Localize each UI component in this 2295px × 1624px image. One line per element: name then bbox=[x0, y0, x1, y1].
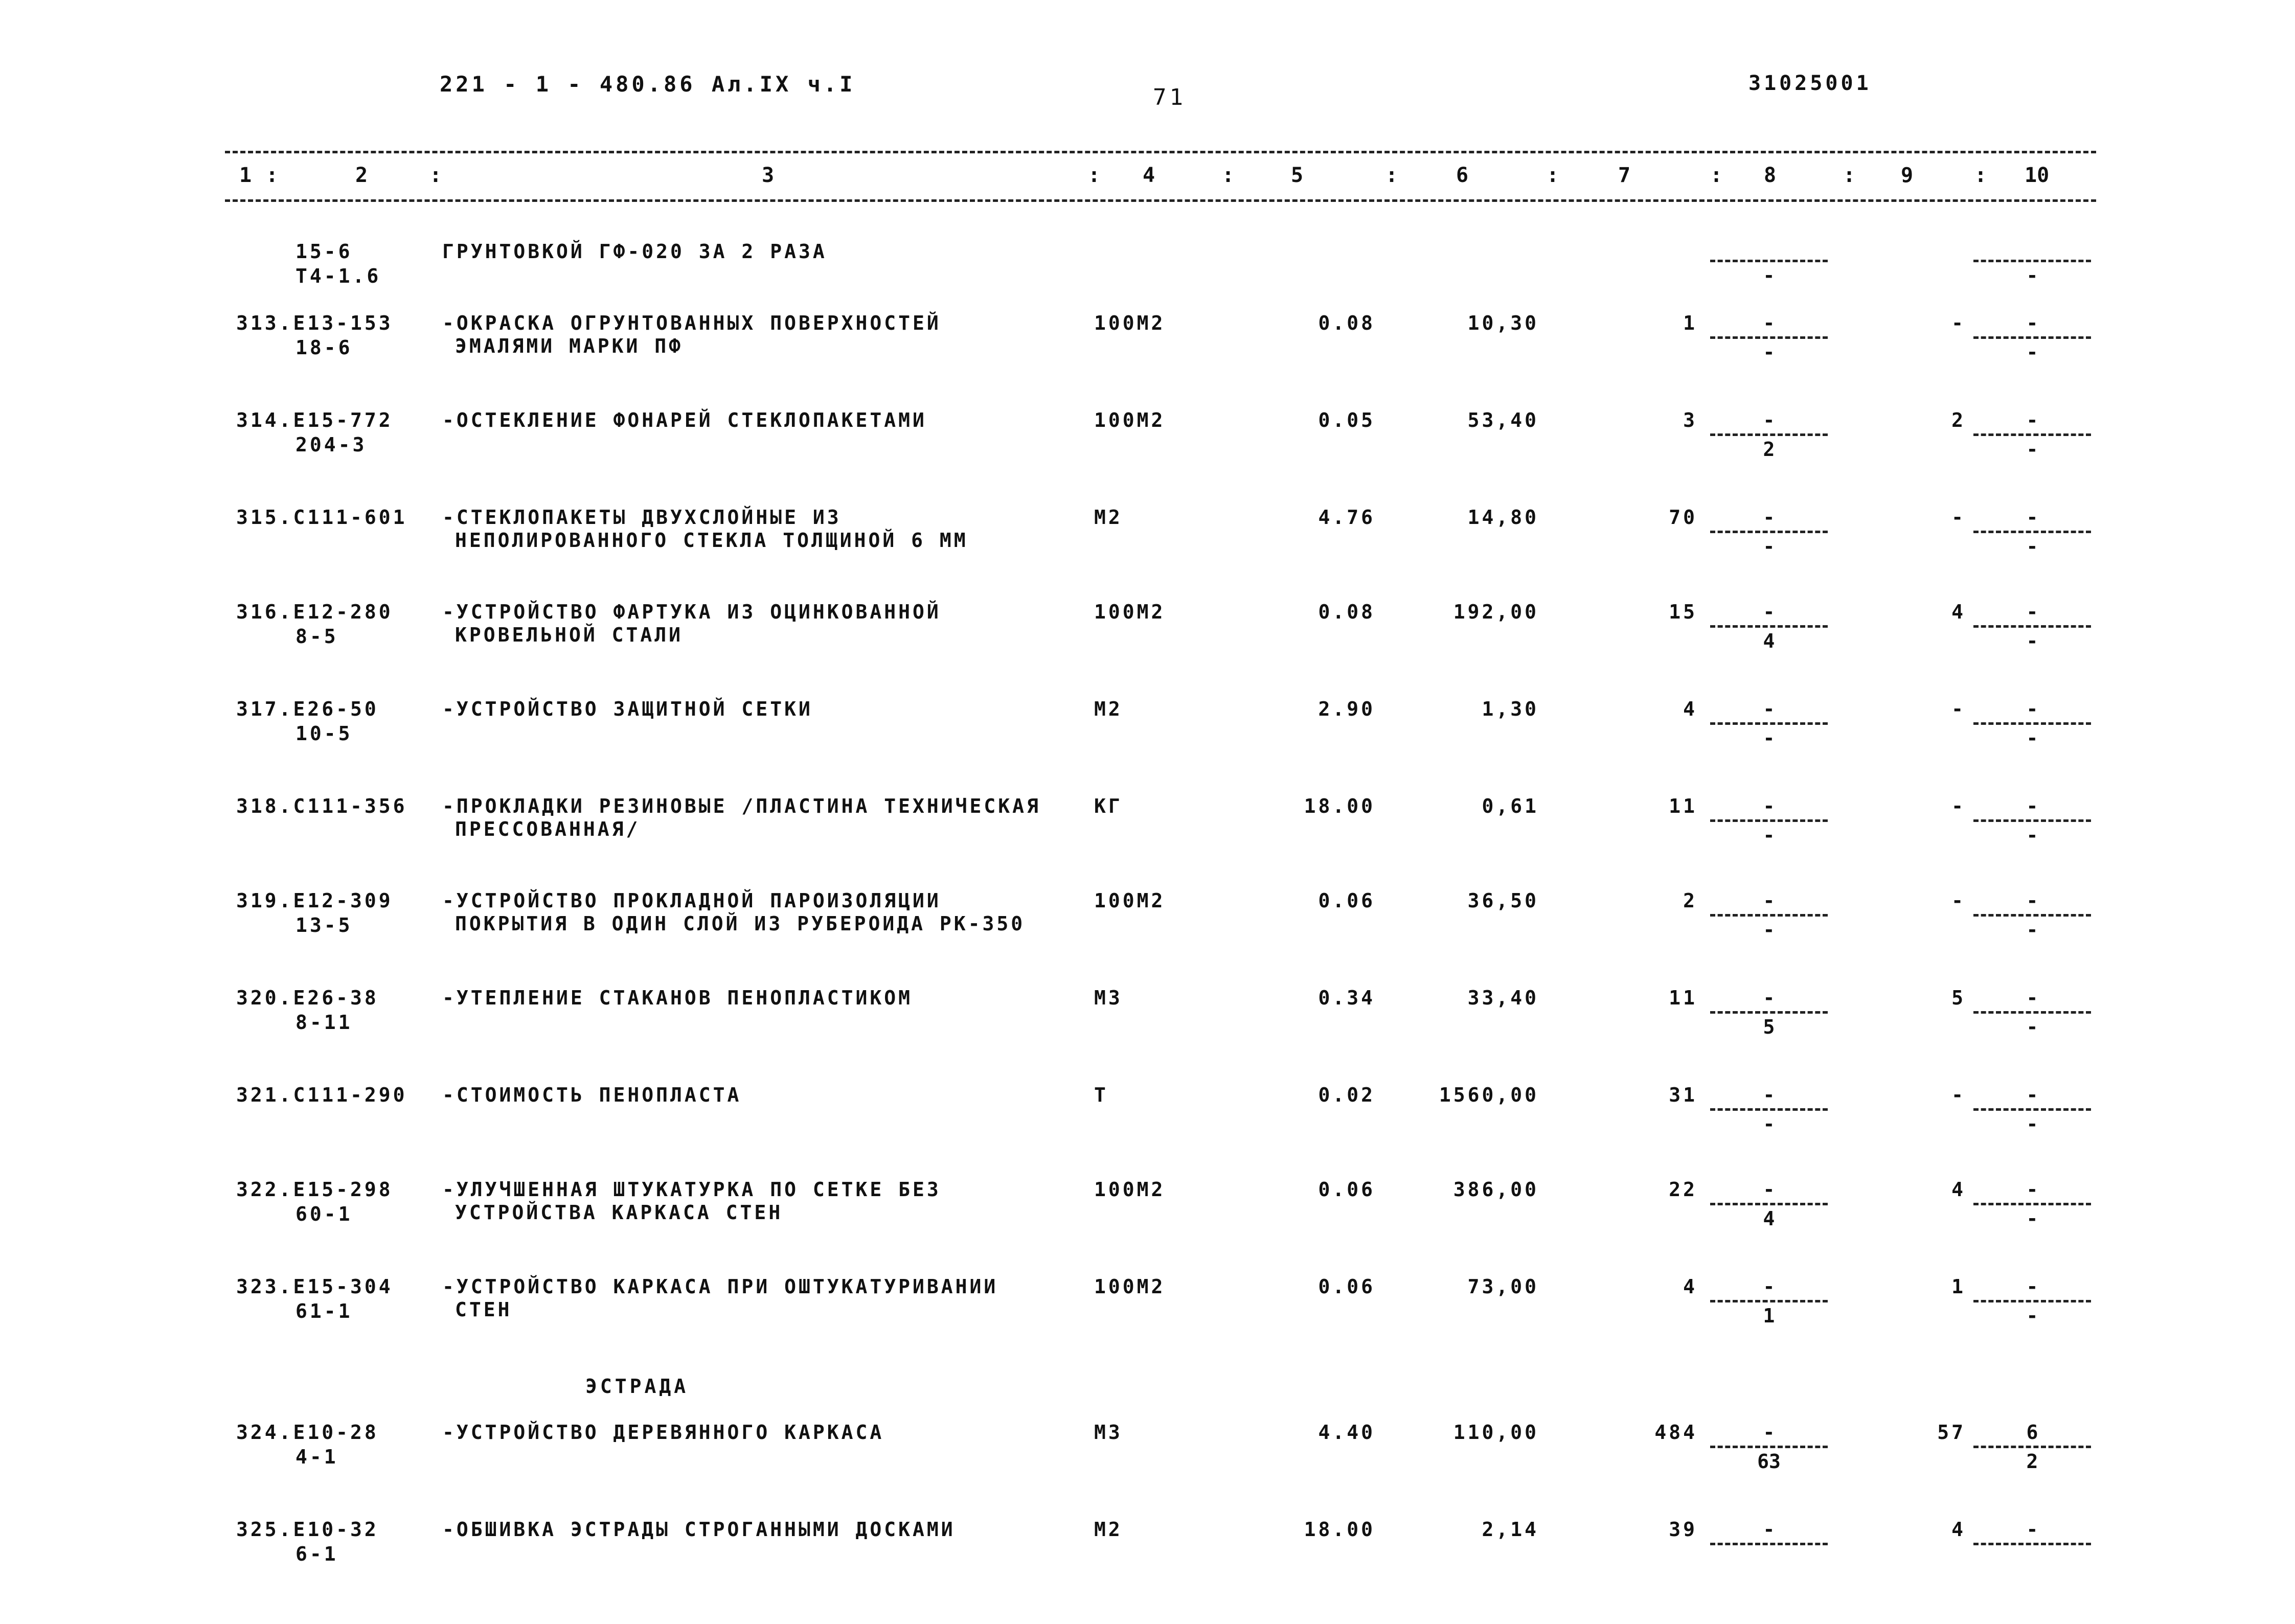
column-separator: : bbox=[1088, 164, 1101, 187]
column-separator: : bbox=[1974, 164, 1987, 187]
work-description-continued: ПОКРЫТИЯ В ОДИН СЛОЙ ИЗ РУБЕРОИДА РК-350 bbox=[455, 912, 1026, 935]
column-header-5: 5 bbox=[1291, 164, 1304, 187]
fraction-numerator: - bbox=[1763, 1084, 1775, 1106]
norm-code: 10-5 bbox=[296, 722, 353, 745]
fraction-denominator: - bbox=[2026, 438, 2038, 461]
column-header-3: 3 bbox=[762, 164, 775, 187]
column-8-fraction bbox=[1710, 601, 1828, 652]
column-separator: : bbox=[1843, 164, 1856, 187]
resource-code: 314.Е15-772 bbox=[236, 409, 393, 431]
quantity: 0.08 bbox=[1318, 312, 1375, 334]
fraction-denominator: - bbox=[2026, 1207, 2038, 1230]
column-8-fraction bbox=[1710, 698, 1828, 749]
unit-of-measure: Т bbox=[1094, 1084, 1108, 1106]
column-8-fraction bbox=[1710, 235, 1828, 287]
total-cost: 31 bbox=[1669, 1084, 1697, 1106]
quantity: 0.02 bbox=[1318, 1084, 1375, 1106]
column-10-fraction bbox=[1973, 987, 2091, 1038]
norm-code: 61-1 bbox=[296, 1300, 353, 1322]
column-header-7: 7 bbox=[1618, 164, 1631, 187]
quantity: 18.00 bbox=[1304, 1518, 1375, 1541]
column-8-fraction bbox=[1710, 1084, 1828, 1135]
fraction-denominator bbox=[1973, 1547, 2091, 1570]
column-10-fraction bbox=[1973, 506, 2091, 558]
column-10-fraction bbox=[1973, 1518, 2091, 1570]
total-cost: 2 bbox=[1683, 889, 1697, 912]
fraction-denominator: 1 bbox=[1763, 1305, 1775, 1327]
work-description: -ОСТЕКЛЕНИЕ ФОНАРЕЙ СТЕКЛОПАКЕТАМИ bbox=[442, 409, 927, 431]
fraction-denominator: - bbox=[1763, 727, 1775, 749]
column-separator: : bbox=[429, 164, 442, 187]
norm-code: 8-5 bbox=[296, 625, 338, 648]
unit-of-measure: М3 bbox=[1094, 1421, 1123, 1444]
column-8-fraction bbox=[1710, 409, 1828, 461]
column-9-value: - bbox=[1951, 795, 1966, 817]
quantity: 0.06 bbox=[1318, 1178, 1375, 1201]
unit-price: 110,00 bbox=[1453, 1421, 1539, 1444]
fraction-rule bbox=[1973, 260, 2091, 262]
fraction-denominator: - bbox=[2026, 919, 2038, 941]
norm-code: 15-6 bbox=[296, 240, 353, 263]
fraction-rule bbox=[1973, 625, 2091, 628]
column-9-value: - bbox=[1951, 1084, 1966, 1106]
unit-of-measure: 100М2 bbox=[1094, 409, 1166, 431]
fraction-numerator: - bbox=[2026, 987, 2038, 1009]
fraction-denominator: 5 bbox=[1763, 1016, 1775, 1038]
column-8-fraction bbox=[1710, 987, 1828, 1038]
unit-of-measure: М2 bbox=[1094, 1518, 1123, 1541]
fraction-numerator: - bbox=[1763, 1421, 1775, 1444]
column-separator: : bbox=[1222, 164, 1235, 187]
column-9-value: 1 bbox=[1951, 1275, 1966, 1298]
fraction-denominator bbox=[1710, 1547, 1828, 1570]
column-10-fraction bbox=[1973, 1178, 2091, 1230]
unit-of-measure: М2 bbox=[1094, 506, 1123, 529]
fraction-rule bbox=[1710, 1011, 1828, 1014]
column-8-fraction bbox=[1710, 1518, 1828, 1570]
unit-price: 386,00 bbox=[1453, 1178, 1539, 1201]
table-header-rule bbox=[225, 199, 2096, 202]
fraction-numerator: - bbox=[1763, 601, 1775, 623]
column-9-value: 4 bbox=[1951, 1178, 1966, 1201]
total-cost: 3 bbox=[1683, 409, 1697, 431]
fraction-denominator: - bbox=[2026, 1016, 2038, 1038]
total-cost: 15 bbox=[1669, 601, 1697, 623]
column-header-10: 10 bbox=[2025, 164, 2050, 187]
work-description: -УСТРОЙСТВО ПРОКЛАДНОЙ ПАРОИЗОЛЯЦИИ bbox=[442, 889, 941, 912]
fraction-denominator: 2 bbox=[1763, 438, 1775, 461]
fraction-numerator: - bbox=[1763, 1178, 1775, 1201]
work-description-continued: НЕПОЛИРОВАННОГО СТЕКЛА ТОЛЩИНОЙ 6 ММ bbox=[455, 529, 968, 552]
column-9-value: - bbox=[1951, 506, 1966, 529]
norm-code: 8-11 bbox=[296, 1011, 353, 1034]
unit-price: 1560,00 bbox=[1439, 1084, 1539, 1106]
quantity: 2.90 bbox=[1318, 698, 1375, 720]
fraction-rule bbox=[1973, 1300, 2091, 1302]
column-9-value: 4 bbox=[1951, 601, 1966, 623]
work-description-continued: ПРЕССОВАННАЯ/ bbox=[455, 818, 641, 840]
fraction-numerator: - bbox=[2026, 1275, 2038, 1298]
norm-code: 60-1 bbox=[296, 1203, 353, 1225]
total-cost: 1 bbox=[1683, 312, 1697, 334]
column-header-4: 4 bbox=[1143, 164, 1155, 187]
column-10-fraction bbox=[1973, 698, 2091, 749]
unit-price: 14,80 bbox=[1467, 506, 1539, 529]
fraction-numerator bbox=[1710, 235, 1828, 258]
unit-of-measure: 100М2 bbox=[1094, 312, 1166, 334]
fraction-numerator: - bbox=[2026, 506, 2038, 529]
resource-code: 318.С111-356 bbox=[236, 795, 407, 817]
fraction-numerator bbox=[1973, 235, 2091, 258]
column-8-fraction bbox=[1710, 1421, 1828, 1473]
unit-of-measure: 100М2 bbox=[1094, 601, 1166, 623]
fraction-denominator: - bbox=[1763, 535, 1775, 558]
column-header-8: 8 bbox=[1764, 164, 1777, 187]
fraction-denominator: - bbox=[1763, 264, 1775, 287]
work-description: -ПРОКЛАДКИ РЕЗИНОВЫЕ /ПЛАСТИНА ТЕХНИЧЕСКАЯ bbox=[442, 795, 1041, 817]
fraction-rule bbox=[1973, 336, 2091, 339]
fraction-rule bbox=[1710, 336, 1828, 339]
fraction-rule bbox=[1973, 531, 2091, 533]
quantity: 0.05 bbox=[1318, 409, 1375, 431]
fraction-rule bbox=[1973, 1011, 2091, 1014]
fraction-denominator: - bbox=[2026, 264, 2038, 287]
column-header-2: 2 bbox=[355, 164, 368, 187]
unit-price: 1,30 bbox=[1482, 698, 1539, 720]
column-8-fraction bbox=[1710, 795, 1828, 847]
column-8-fraction bbox=[1710, 1275, 1828, 1327]
fraction-denominator: - bbox=[2026, 1305, 2038, 1327]
column-header-6: 6 bbox=[1456, 164, 1469, 187]
work-description: -УТЕПЛЕНИЕ СТАКАНОВ ПЕНОПЛАСТИКОМ bbox=[442, 987, 913, 1009]
fraction-numerator: 6 bbox=[2026, 1421, 2038, 1444]
column-8-fraction bbox=[1710, 506, 1828, 558]
norm-code: 13-5 bbox=[296, 914, 353, 936]
fraction-denominator: - bbox=[1763, 1113, 1775, 1135]
fraction-rule bbox=[1710, 722, 1828, 725]
column-9-value: 4 bbox=[1951, 1518, 1966, 1541]
unit-price: 73,00 bbox=[1467, 1275, 1539, 1298]
fraction-rule bbox=[1710, 1300, 1828, 1302]
column-10-fraction bbox=[1973, 409, 2091, 461]
fraction-denominator: - bbox=[2026, 727, 2038, 749]
column-10-fraction bbox=[1973, 1275, 2091, 1327]
column-10-fraction bbox=[1973, 601, 2091, 652]
column-10-fraction bbox=[1973, 235, 2091, 287]
work-description: -СТОИМОСТЬ ПЕНОПЛАСТА bbox=[442, 1084, 742, 1106]
resource-code: 322.Е15-298 bbox=[236, 1178, 393, 1201]
work-description-continued: ЭМАЛЯМИ МАРКИ ПФ bbox=[455, 335, 684, 357]
column-header-9: 9 bbox=[1901, 164, 1914, 187]
fraction-numerator: - bbox=[2026, 1084, 2038, 1106]
fraction-denominator: 63 bbox=[1757, 1450, 1781, 1473]
resource-code: 319.Е12-309 bbox=[236, 889, 393, 912]
column-9-value: 5 bbox=[1951, 987, 1966, 1009]
quantity: 0.34 bbox=[1318, 987, 1375, 1009]
work-description: -СТЕКЛОПАКЕТЫ ДВУХСЛОЙНЫЕ ИЗ bbox=[442, 506, 842, 529]
fraction-rule bbox=[1710, 1203, 1828, 1205]
fraction-numerator: - bbox=[1763, 1518, 1775, 1541]
total-cost: 4 bbox=[1683, 1275, 1697, 1298]
fraction-numerator: - bbox=[2026, 698, 2038, 720]
total-cost: 70 bbox=[1669, 506, 1697, 529]
column-10-fraction bbox=[1973, 1421, 2091, 1473]
fraction-numerator: - bbox=[1763, 1275, 1775, 1298]
total-cost: 22 bbox=[1669, 1178, 1697, 1201]
unit-price: 2,14 bbox=[1482, 1518, 1539, 1541]
fraction-numerator: - bbox=[2026, 1518, 2038, 1541]
unit-of-measure: КГ bbox=[1094, 795, 1123, 817]
fraction-denominator: - bbox=[2026, 341, 2038, 363]
total-cost: 11 bbox=[1669, 987, 1697, 1009]
section-title: ЭСТРАДА bbox=[585, 1375, 689, 1398]
fraction-rule bbox=[1710, 914, 1828, 917]
fraction-denominator: - bbox=[2026, 824, 2038, 847]
document-reference: 221 - 1 - 480.86 Ал.IX ч.I bbox=[440, 72, 856, 97]
fraction-rule bbox=[1710, 1108, 1828, 1111]
fraction-rule bbox=[1710, 1543, 1828, 1545]
fraction-denominator: - bbox=[1763, 341, 1775, 363]
fraction-rule bbox=[1710, 625, 1828, 628]
column-9-value: - bbox=[1951, 889, 1966, 912]
quantity: 4.40 bbox=[1318, 1421, 1375, 1444]
fraction-rule bbox=[1973, 914, 2091, 917]
column-10-fraction bbox=[1973, 1084, 2091, 1135]
fraction-rule bbox=[1710, 433, 1828, 436]
total-cost: 39 bbox=[1669, 1518, 1697, 1541]
total-cost: 4 bbox=[1683, 698, 1697, 720]
column-separator: : bbox=[1710, 164, 1723, 187]
fraction-denominator: - bbox=[2026, 1113, 2038, 1135]
resource-code: 313.Е13-153 bbox=[236, 312, 393, 334]
unit-of-measure: М3 bbox=[1094, 987, 1123, 1009]
fraction-numerator: - bbox=[2026, 312, 2038, 334]
quantity: 0.06 bbox=[1318, 1275, 1375, 1298]
column-9-value: 2 bbox=[1951, 409, 1966, 431]
fraction-numerator: - bbox=[1763, 506, 1775, 529]
work-description-continued: КРОВЕЛЬНОЙ СТАЛИ bbox=[455, 624, 684, 646]
resource-code: 317.Е26-50 bbox=[236, 698, 379, 720]
document-code: 31025001 bbox=[1748, 72, 1872, 95]
column-separator: : bbox=[266, 164, 279, 187]
unit-of-measure: 100М2 bbox=[1094, 889, 1166, 912]
unit-of-measure: М2 bbox=[1094, 698, 1123, 720]
quantity: 4.76 bbox=[1318, 506, 1375, 529]
work-description-continued: СТЕН bbox=[455, 1298, 512, 1321]
resource-code: 321.С111-290 bbox=[236, 1084, 407, 1106]
column-header-1: 1 bbox=[239, 164, 252, 187]
column-10-fraction bbox=[1973, 889, 2091, 941]
quantity: 18.00 bbox=[1304, 795, 1375, 817]
work-description: -УСТРОЙСТВО КАРКАСА ПРИ ОШТУКАТУРИВАНИИ bbox=[442, 1275, 998, 1298]
fraction-rule bbox=[1710, 1446, 1828, 1448]
total-cost: 484 bbox=[1654, 1421, 1697, 1444]
unit-price: 10,30 bbox=[1467, 312, 1539, 334]
column-8-fraction bbox=[1710, 312, 1828, 363]
fraction-denominator: - bbox=[1763, 824, 1775, 847]
work-description-continued: УСТРОЙСТВА КАРКАСА СТЕН bbox=[455, 1201, 783, 1224]
work-description: -ОБШИВКА ЭСТРАДЫ СТРОГАННЫМИ ДОСКАМИ bbox=[442, 1518, 956, 1541]
resource-code: 324.Е10-28 bbox=[236, 1421, 379, 1444]
fraction-numerator: - bbox=[1763, 795, 1775, 817]
resource-code: 325.Е10-32 bbox=[236, 1518, 379, 1541]
norm-code: 6-1 bbox=[296, 1543, 338, 1565]
fraction-rule bbox=[1973, 1543, 2091, 1545]
unit-of-measure: 100М2 bbox=[1094, 1275, 1166, 1298]
fraction-denominator: - bbox=[2026, 535, 2038, 558]
fraction-numerator: - bbox=[1763, 889, 1775, 912]
unit-price: 33,40 bbox=[1467, 987, 1539, 1009]
resource-code: 316.Е12-280 bbox=[236, 601, 393, 623]
column-9-value: - bbox=[1951, 698, 1966, 720]
column-10-fraction bbox=[1973, 312, 2091, 363]
fraction-rule bbox=[1973, 1203, 2091, 1205]
column-separator: : bbox=[1547, 164, 1559, 187]
column-separator: : bbox=[1385, 164, 1398, 187]
fraction-rule bbox=[1710, 819, 1828, 822]
fraction-numerator: - bbox=[1763, 698, 1775, 720]
resource-code: 315.С111-601 bbox=[236, 506, 407, 529]
fraction-rule bbox=[1973, 433, 2091, 436]
unit-of-measure: 100М2 bbox=[1094, 1178, 1166, 1201]
page-number: 71 bbox=[1153, 84, 1186, 110]
fraction-numerator: - bbox=[1763, 409, 1775, 431]
fraction-rule bbox=[1973, 722, 2091, 725]
norm-code-secondary: Т4-1.6 bbox=[296, 265, 381, 287]
unit-price: 0,61 bbox=[1482, 795, 1539, 817]
work-description: -УЛУЧШЕННАЯ ШТУКАТУРКА ПО СЕТКЕ БЕЗ bbox=[442, 1178, 941, 1201]
unit-price: 36,50 bbox=[1467, 889, 1539, 912]
work-description: -УСТРОЙСТВО ЗАЩИТНОЙ СЕТКИ bbox=[442, 698, 813, 720]
norm-code: 18-6 bbox=[296, 336, 353, 359]
fraction-denominator: 4 bbox=[1763, 1207, 1775, 1230]
column-8-fraction bbox=[1710, 1178, 1828, 1230]
fraction-rule bbox=[1973, 819, 2091, 822]
resource-code: 323.Е15-304 bbox=[236, 1275, 393, 1298]
column-10-fraction bbox=[1973, 795, 2091, 847]
fraction-denominator: 2 bbox=[2026, 1450, 2038, 1473]
table-top-rule bbox=[225, 151, 2096, 153]
fraction-rule bbox=[1973, 1108, 2091, 1111]
resource-code: 320.Е26-38 bbox=[236, 987, 379, 1009]
fraction-numerator: - bbox=[2026, 1178, 2038, 1201]
quantity: 0.08 bbox=[1318, 601, 1375, 623]
fraction-numerator: - bbox=[1763, 312, 1775, 334]
work-description: -ОКРАСКА ОГРУНТОВАННЫХ ПОВЕРХНОСТЕЙ bbox=[442, 312, 941, 334]
fraction-numerator: - bbox=[2026, 601, 2038, 623]
fraction-rule bbox=[1973, 1446, 2091, 1448]
fraction-denominator: 4 bbox=[1763, 630, 1775, 652]
total-cost: 11 bbox=[1669, 795, 1697, 817]
work-description: ГРУНТОВКОЙ ГФ-020 ЗА 2 РАЗА bbox=[442, 240, 827, 263]
fraction-rule bbox=[1710, 531, 1828, 533]
fraction-denominator: - bbox=[2026, 630, 2038, 652]
fraction-numerator: - bbox=[1763, 987, 1775, 1009]
norm-code: 204-3 bbox=[296, 433, 367, 456]
unit-price: 53,40 bbox=[1467, 409, 1539, 431]
fraction-numerator: - bbox=[2026, 795, 2038, 817]
work-description: -УСТРОЙСТВО ДЕРЕВЯННОГО КАРКАСА bbox=[442, 1421, 884, 1444]
column-9-value: 57 bbox=[1937, 1421, 1966, 1444]
fraction-numerator: - bbox=[2026, 889, 2038, 912]
column-8-fraction bbox=[1710, 889, 1828, 941]
norm-code: 4-1 bbox=[296, 1446, 338, 1468]
quantity: 0.06 bbox=[1318, 889, 1375, 912]
fraction-denominator: - bbox=[1763, 919, 1775, 941]
unit-price: 192,00 bbox=[1453, 601, 1539, 623]
fraction-rule bbox=[1710, 260, 1828, 262]
work-description: -УСТРОЙСТВО ФАРТУКА ИЗ ОЦИНКОВАННОЙ bbox=[442, 601, 941, 623]
fraction-numerator: - bbox=[2026, 409, 2038, 431]
column-9-value: - bbox=[1951, 312, 1966, 334]
